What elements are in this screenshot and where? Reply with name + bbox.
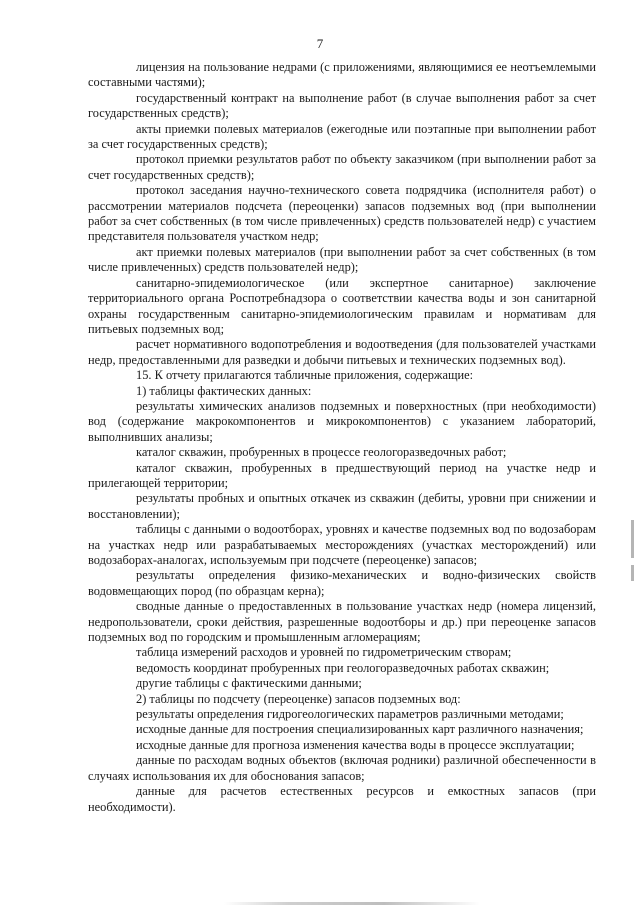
scan-edge-mark: [631, 520, 634, 558]
section-heading: 15. К отчету прилагаются табличные приложения, содержащие:: [136, 368, 474, 383]
paragraph: государственный контракт на выполнение работ (в случае выполнения работ за счет государственных средств);: [88, 90, 596, 121]
paragraph: результаты определения физико-механических и водно-физических свойств водовмещающих пород (по образцам керна);: [88, 568, 596, 598]
paragraph: другие таблицы с фактическими данными;: [136, 676, 362, 691]
paragraph: исходные данные для прогноза изменения качества воды в процессе эксплуатации;: [136, 737, 575, 752]
paragraph: результаты определения гидрогеологических параметров различными методами;: [136, 707, 564, 722]
scan-edge-mark: [631, 565, 634, 581]
paragraph: расчет нормативного водопотребления и водоотведения (для пользователей участками недр, предоставленными для разведки и добычи питьевых и технических подземных вод).: [88, 337, 596, 367]
paragraph: результаты пробных и опытных откачек из скважин (дебиты, уровни при снижении и восстановлении);: [88, 491, 596, 521]
paragraph: протокол приемки результатов работ по объекту заказчиком (при выполнении работ за счет государственных средств);: [88, 152, 596, 182]
paragraph: сводные данные о предоставленных в пользование участках недр (номера лицензий, недропользователи, сроки действия, разрешенные водоотборы и др.) при переоценке запасов подземных вод по городским и промышленным агломерациям;: [88, 599, 596, 645]
paragraph: результаты химических анализов подземных и поверхностных (при необходимости) вод (содержание макрокомпонентов и микрокомпонентов) с указанием лабораторий, выполнивших анализы;: [88, 398, 596, 444]
paragraph: санитарно-эпидемиологическое (или экспертное санитарное) заключение территориального органа Роспотребнадзора о соответствии качества воды и зон санитарной охраны государственным санитарно-эпидемиологическим правилам и нормативам для питьевых подземных вод;: [88, 275, 596, 336]
paragraph: таблицы с данными о водоотборах, уровнях и качестве подземных вод по водозаборам на участках недр или разрабатываемых месторождениях (участках месторождений) или водозаборах-аналогах, используемым при подсчете (переоценке) запасов;: [88, 522, 596, 567]
paragraph: данные по расходам водных объектов (включая родники) различной обеспеченности в случаях использования их для обоснования запасов;: [88, 753, 596, 783]
paragraph: каталог скважин, пробуренных в процессе геологоразведочных работ;: [136, 445, 507, 460]
paragraph: каталог скважин, пробуренных в предшествующий период на участке недр и прилегающей территории;: [88, 460, 596, 490]
paragraph: данные для расчетов естественных ресурсов и емкостных запасов (при необходимости).: [88, 784, 596, 814]
paragraph: лицензия на пользование недрами (с приложениями, являющимися ее неотъемлемыми составными частями);: [88, 60, 596, 90]
paragraph: протокол заседания научно-технического совета подрядчика (исполнителя работ) о рассмотрении материалов подсчета (переоценки) запасов подземных вод (при выполнении работ за счет собственных (в том числе привлеченных) средств пользователей недр) с участием представителя пользователя участком недр;: [88, 183, 596, 244]
paragraph: исходные данные для построения специализированных карт различного назначения;: [136, 722, 584, 737]
paragraph: акт приемки полевых материалов (при выполнении работ за счет собственных (в том числе привлеченных) средств пользователей недр);: [88, 244, 596, 275]
subsection-heading: 2) таблицы по подсчету (переоценке) запасов подземных вод:: [136, 691, 461, 706]
page-number: 7: [316, 36, 324, 51]
document-body: [88, 60, 596, 815]
paragraph: акты приемки полевых материалов (ежегодные или поэтапные при выполнении работ за счет государственных средств);: [88, 121, 596, 152]
paragraph: ведомость координат пробуренных при геологоразведочных работах скважин;: [136, 660, 550, 675]
subsection-heading: 1) таблицы фактических данных:: [136, 383, 312, 398]
paragraph: таблица измерений расходов и уровней по гидрометрическим створам;: [136, 645, 512, 660]
